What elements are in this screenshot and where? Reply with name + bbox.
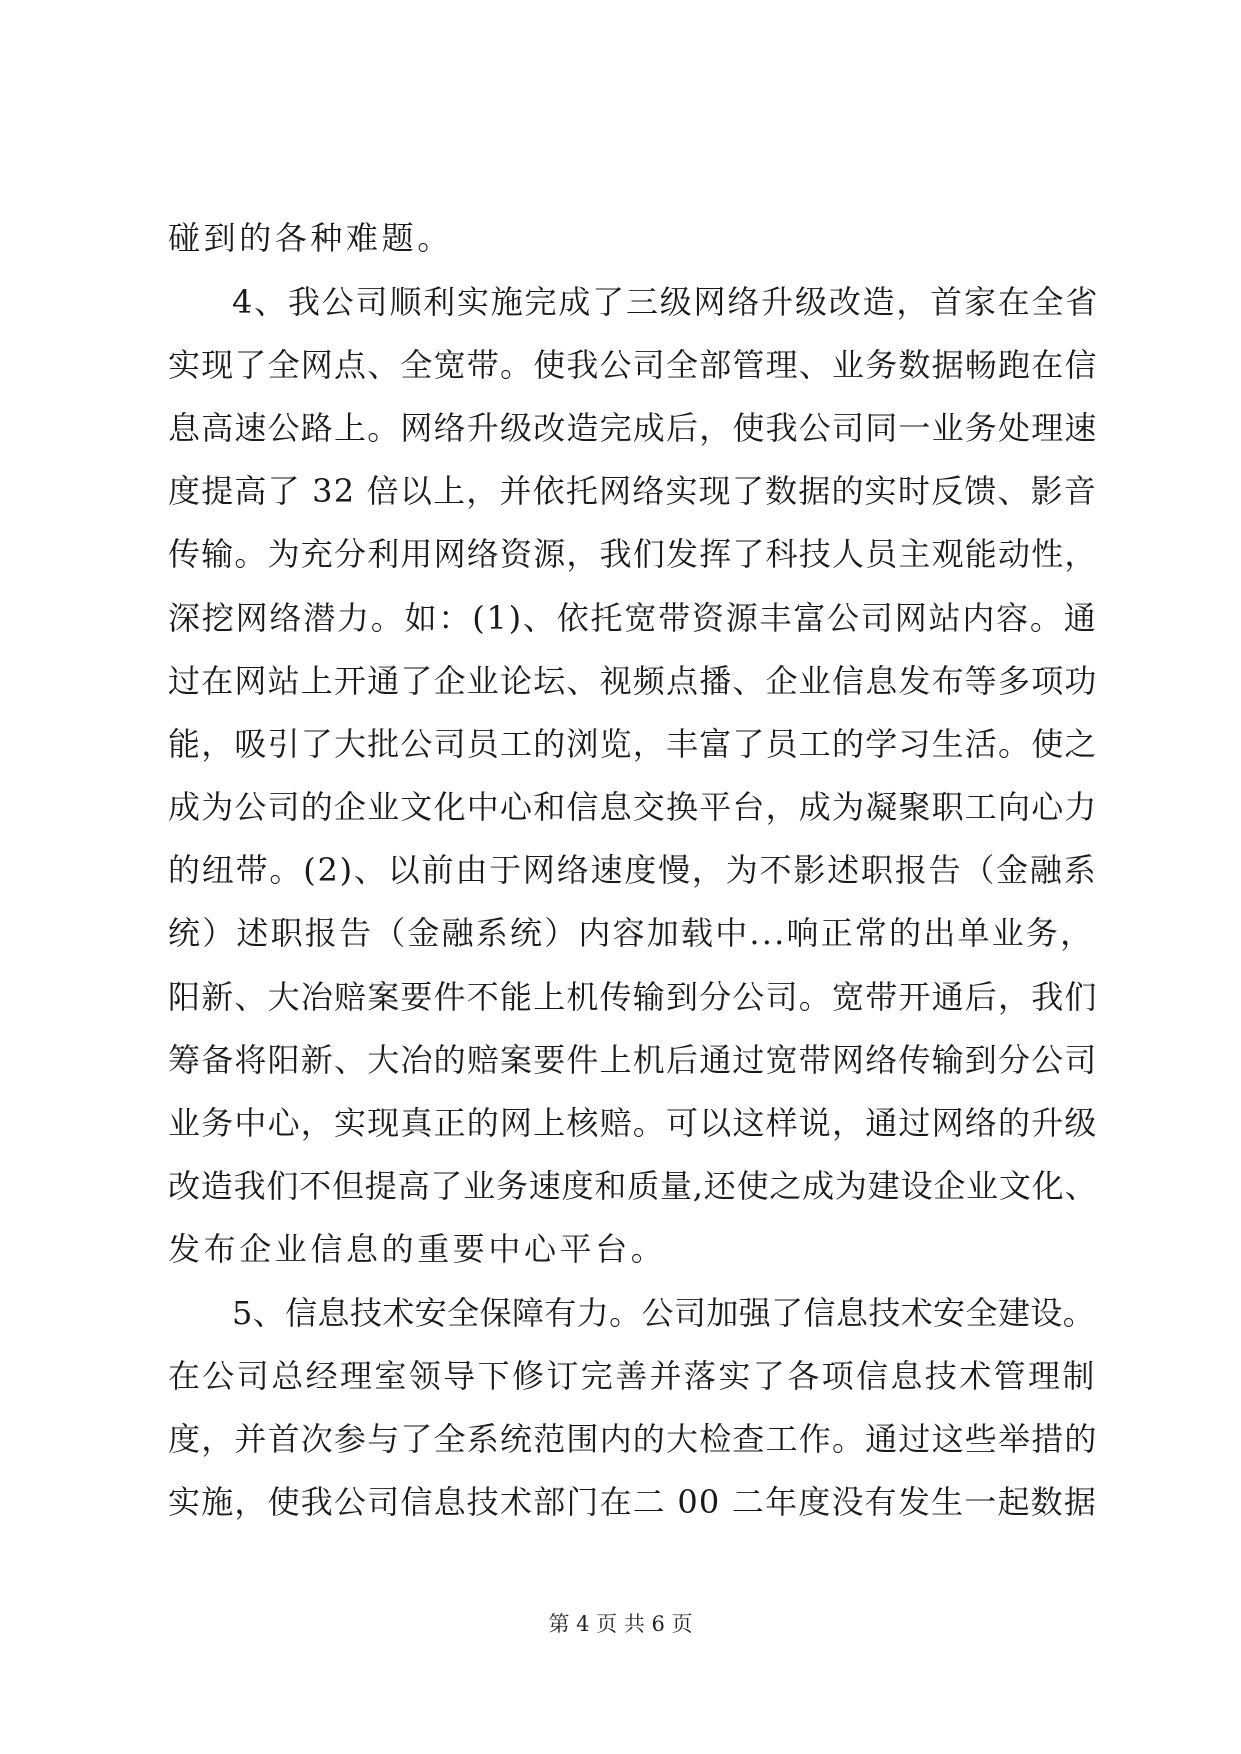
- text-line: 度，并首次参与了全系统范围内的大检查工作。通过这些举措的: [168, 1420, 1098, 1458]
- text-line: 碰到的各种难题。: [168, 219, 453, 257]
- text-line: 改造我们不但提高了业务速度和质量,还使之成为建设企业文化、: [168, 1167, 1098, 1205]
- text-line: 息高速公路上。网络升级改造完成后，使我公司同一业务处理速: [168, 409, 1098, 447]
- text-line: 传输。为充分利用网络资源，我们发挥了科技人员主观能动性，: [168, 535, 1098, 573]
- paragraph-4-first-line: 4、我公司顺利实施完成了三级网络升级改造，首家在全省: [232, 283, 1100, 321]
- text-line: 在公司总经理室领导下修订完善并落实了各项信息技术管理制: [168, 1357, 1097, 1395]
- text-line: 过在网站上开通了企业论坛、视频点播、企业信息发布等多项功: [168, 662, 1098, 700]
- text-line: 统）述职报告（金融系统）内容加载中...响正常的出单业务，: [168, 914, 1095, 952]
- text-line: 阳新、大冶赔案要件不能上机传输到分公司。宽带开通后，我们: [168, 978, 1098, 1016]
- text-line: 实施，使我公司信息技术部门在二 00 二年度没有发生一起数据: [168, 1483, 1098, 1521]
- text-line: 筹备将阳新、大冶的赔案要件上机后通过宽带网络传输到分公司: [168, 1041, 1098, 1079]
- text-line: 发布企业信息的重要中心平台。: [168, 1230, 667, 1268]
- text-line: 的纽带。(2)、以前由于网络速度慢，为不影述职报告（金融系: [168, 851, 1098, 889]
- text-line: 能，吸引了大批公司员工的浏览，丰富了员工的学习生活。使之: [168, 725, 1098, 763]
- text-line: 度提高了 32 倍以上，并依托网络实现了数据的实时反馈、影音: [168, 472, 1098, 510]
- text-line: 实现了全网点、全宽带。使我公司全部管理、业务数据畅跑在信: [168, 346, 1098, 384]
- paragraph-5-first-line: 5、信息技术安全保障有力。公司加强了信息技术安全建设。: [232, 1294, 1096, 1332]
- text-line: 业务中心，实现真正的网上核赔。可以这样说，通过网络的升级: [168, 1104, 1098, 1142]
- text-line: 成为公司的企业文化中心和信息交换平台，成为凝聚职工向心力: [168, 788, 1098, 826]
- page-number-footer: 第 4 页 共 6 页: [548, 1612, 693, 1636]
- text-line: 深挖网络潜力。如：(1)、依托宽带资源丰富公司网站内容。通: [168, 599, 1098, 637]
